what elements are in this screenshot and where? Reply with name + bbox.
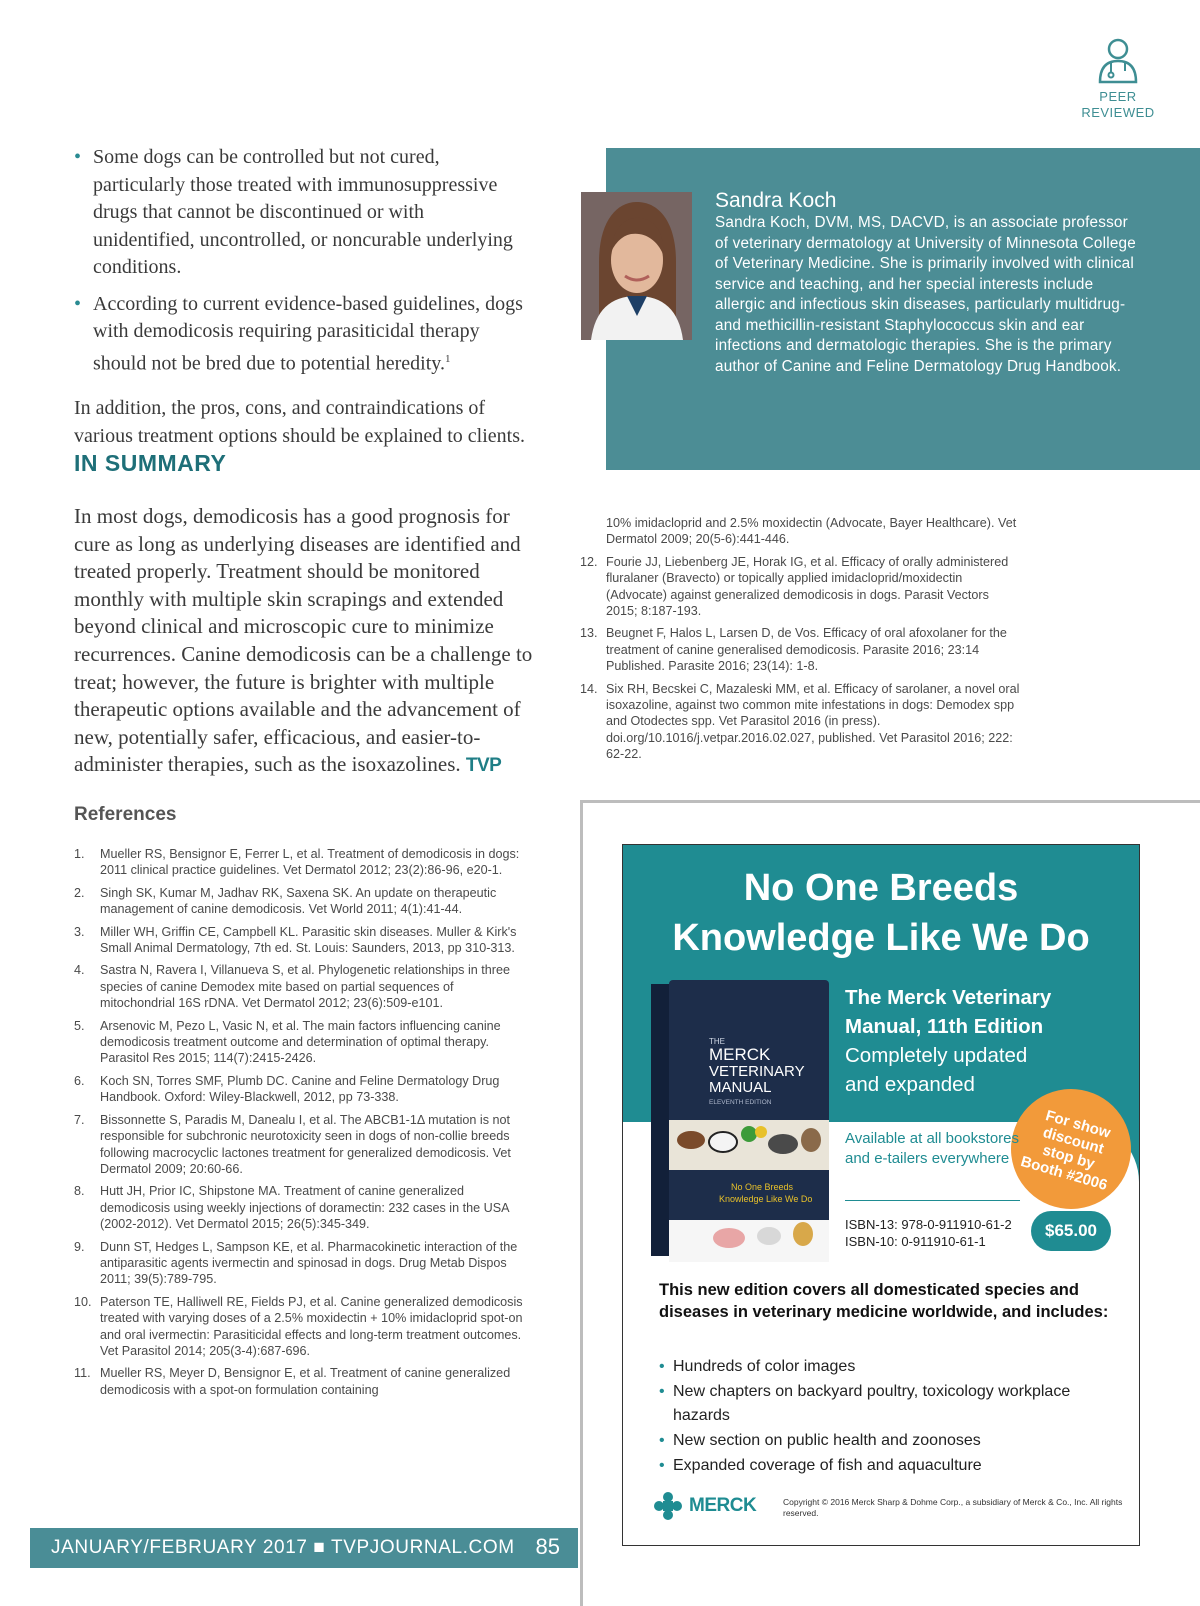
reference-text: Arsenovic M, Pezo L, Vasic N, et al. The main factors influencing canine demodicosis treatment outcome and determination of optimal therapy. Parasitol Res 2015; 114(7):2415-2426. (100, 1018, 501, 1066)
author-bio-text: Sandra Koch, DVM, MS, DACVD, is an associate professor of veterinary dermatology at University of Minnesota College of Veterinary Medicine. She is primarily involved with clinical service and teaching, and her special interests include allergic and infectious skin diseases, particularly multidrug- and methicillin-resistant Staphylococcus skin and ear infections and dermatologic therapies. She is the primary author of Canine and Feline Dermatology Drug Handbook. (715, 214, 1136, 375)
merck-logo (653, 1491, 756, 1521)
reference-number: 13. (580, 626, 598, 641)
ad-headline (623, 863, 1139, 963)
reference-number: 1. (74, 847, 85, 861)
author-photo (581, 192, 692, 340)
peer-reviewed-badge (1070, 36, 1166, 121)
merck-wordmark: MERCK (689, 1495, 757, 1516)
list-item: • New chapters on backyard poultry, toxicology workplace hazards (659, 1383, 1071, 1424)
tvp-logo: TVP (465, 755, 502, 777)
reference-number: 11. (74, 1366, 91, 1381)
ad-description: This new edition covers all domesticated species and diseases in veterinary medicine worldwide, and includes: (659, 1281, 1109, 1321)
reference-item (74, 846, 526, 879)
book-title-2: VETERINARY (709, 1063, 805, 1080)
summary-paragraph (74, 503, 534, 780)
ad-frame-top (580, 800, 1200, 803)
list-item: • New section on public health and zoonoses (659, 1432, 981, 1449)
reference-item (74, 1073, 526, 1106)
reference-number: 10. (74, 1294, 92, 1309)
reference-text: Paterson TE, Halliwell RE, Fields PJ, et al. Canine generalized demodicosis treated with varying doses of a 2.5% moxidectin + 10% imidacloprid spot-on and oral ivermectin: Parasiticidal effects and long-term treatment outcomes. Vet Parasitol 2014; 205(3-4):687-696. (100, 1294, 523, 1358)
reference-text: Sastra N, Ravera I, Villanueva S, et al. Phylogenetic relationships in three species of canine Demodex mite based on partial sequences of mitochondrial 16S rDNA. Vet Dermatol 2012; 23(6):509-e101. (100, 963, 510, 1011)
page-footer (30, 1528, 578, 1568)
merck-advertisement (622, 844, 1140, 1546)
ad-headline-line1: No One Breeds (743, 867, 1019, 909)
reference-text: Bissonnette S, Paradis M, Danealu I, et al. The ABCB1-1Δ mutation is not responsible for subchronic neurotoxicity seen in dogs of non-collie breeds following macrocyclic lactones treatment for generalized demodicosis. Vet Dermatol 2009; 20:60-66. (100, 1112, 511, 1176)
discount-text: For show discount stop by Booth #2006 (1018, 1107, 1113, 1194)
book-the: THE (709, 1037, 725, 1046)
reviewed-label: REVIEWED (1081, 105, 1155, 120)
reference-number: 4. (74, 963, 85, 978)
book-tagline-1: No One Breeds (731, 1182, 794, 1192)
list-item: • Hundreds of color images (659, 1358, 856, 1375)
reference-number: 7. (74, 1112, 85, 1127)
ad-product-line2: Manual, 11th Edition (845, 1015, 1044, 1038)
merck-logo-icon (653, 1491, 683, 1521)
reference-number: 5. (74, 1018, 85, 1033)
feature-text: Expanded coverage of fish and aquaculture (673, 1457, 982, 1474)
list-item: • Some dogs can be controlled but not cured, particularly those treated with immunosuppressive drugs that cannot be discontinued or with unidentified, uncontrolled, or noncurable underlying conditions. (74, 146, 513, 278)
ad-product-line3: Completely updated (845, 1044, 1028, 1067)
reference-item (74, 962, 526, 1011)
author-name: Sandra Koch (715, 189, 837, 212)
reference-item (74, 1183, 526, 1232)
ad-product-line1: The Merck Veterinary (845, 986, 1052, 1009)
list-item: • Expanded coverage of fish and aquaculture (659, 1457, 982, 1474)
reference-text: Koch SN, Torres SMF, Plumb DC. Canine and Feline Dermatology Drug Handbook. Oxford: Wiley-Blackwell, 2012, pp 73-338. (100, 1073, 500, 1105)
reference-number: 3. (74, 924, 85, 939)
footnote-ref: 1 (444, 352, 451, 365)
doctor-icon (1096, 36, 1140, 84)
reference-item (74, 1365, 526, 1398)
ad-headline-line2: Knowledge Like We Do (672, 917, 1090, 959)
list-item: • According to current evidence-based guidelines, dogs with demodicosis requiring parasiticidal therapy should not be bred due to potential heredity.$^1$ (74, 292, 523, 375)
price-badge: $65.00 (1031, 1211, 1111, 1251)
paragraph: In addition, the pros, cons, and contraindications of various treatment options should be explained to clients. (74, 396, 526, 447)
isbn-10: ISBN-10: 0-911910-61-1 (845, 1234, 986, 1249)
references-list-right (580, 515, 1020, 769)
ad-frame-left (580, 800, 583, 1606)
page-number: 85 (535, 1534, 560, 1559)
reference-item (74, 1294, 526, 1360)
reference-number: 6. (74, 1073, 85, 1088)
reference-text: Beugnet F, Halos L, Larsen D, de Vos. Efficacy of oral afoxolaner for the treatment of canine generalised demodicosis. Parasite 2016; 23:14 Published. Parasite 2016; 23(14): 1-8. (606, 626, 1007, 674)
reference-text: 10% imidacloprid and 2.5% moxidectin (Advocate, Bayer Healthcare). Vet Dermatol 2009; 20(5-6):441-446. (606, 516, 1017, 547)
reference-number: 12. (580, 554, 598, 569)
reference-item (74, 1018, 526, 1067)
reference-item (74, 924, 526, 957)
reference-text: Six RH, Becskei C, Mazaleski MM, et al. Efficacy of sarolaner, a novel oral isoxazoline, against two common mite infestations in dogs: Demodex spp and Otodectes spp. Vet Parasitol 2016 (in press). doi.org/10.1016/j.vetpar.2016.02.027, published. Vet Parasitol 2016; 222: 62-22. (606, 681, 1020, 762)
bullet-text: According to current evidence-based guidelines, dogs with demodicosis requiring parasiticidal therapy should not be bred due to potential heredity. (93, 292, 523, 375)
reference-item (580, 554, 1020, 620)
summary-text: In most dogs, demodicosis has a good prognosis for cure as long as underlying diseases are identified and treated properly. Treatment should be monitored monthly with multiple skin scrapings and extended beyond clinical and microscopic cure to minimize recurrences. Canine demodicosis can be a challenge to treat; however, the future is brighter with multiple therapeutic options available and the advancement of new, potentially safer, efficacious, and easier-to-administer therapies, such as the isoxazolines. (74, 504, 533, 777)
ad-availability: Available at all bookstores and e-tailers everywhere (845, 1130, 1019, 1167)
reference-text: Mueller RS, Bensignor E, Ferrer L, et al. Treatment of demodicosis in dogs: 2011 clinical practice guidelines. Vet Dermatol 2012; 23(2):86-96, e20-1. (100, 847, 520, 878)
feature-text: Hundreds of color images (673, 1358, 856, 1375)
feature-text: New chapters on backyard poultry, toxicology workplace hazards (673, 1383, 1071, 1424)
feature-text: New section on public health and zoonoses (673, 1432, 981, 1449)
bullet-text: Some dogs can be controlled but not cured, particularly those treated with immunosuppressive drugs that cannot be discontinued or with unidentified, uncontrolled, or noncurable underlying conditions. (93, 146, 513, 278)
peer-label: PEER (1099, 89, 1137, 104)
reference-item (580, 625, 1020, 674)
ad-product-line4: and expanded (845, 1073, 975, 1096)
reference-item (74, 1239, 526, 1288)
book-title-1: MERCK (709, 1045, 771, 1064)
ad-divider (845, 1200, 1020, 1201)
book-tagline-2: Knowledge Like We Do (719, 1194, 813, 1204)
book-edition: ELEVENTH EDITION (709, 1099, 772, 1106)
left-column (74, 144, 529, 450)
reference-text: Fourie JJ, Liebenberg JE, Horak IG, et al. Efficacy of orally administered fluralaner (Bravecto) or topically applied imidacloprid/moxidectin (Advocate) against generalized demodicosis in dogs. Parasit Vectors 2015; 8:187-193. (606, 554, 1009, 619)
isbn-13: ISBN-13: 978-0-911910-61-2 (845, 1217, 1012, 1232)
footer-text: JANUARY/FEBRUARY 2017 ■ TVPJOURNAL.COM (51, 1537, 515, 1558)
reference-text: Mueller RS, Meyer D, Bensignor E, et al. Treatment of canine generalized demodicosis with a spot-on formulation containing (100, 1366, 511, 1397)
ad-product-title (845, 983, 1085, 1099)
reference-number: 2. (74, 885, 85, 900)
reference-item (74, 885, 526, 918)
references-heading: References (74, 804, 177, 825)
reference-text: Singh SK, Kumar M, Jadhav RK, Saxena SK. An update on therapeutic management of canine demodicosis. Vet World 2011; 4(1):41-44. (100, 885, 497, 917)
ad-feature-list (659, 1355, 1109, 1479)
reference-number: 14. (580, 681, 598, 696)
book-cover-image (651, 980, 829, 1262)
references-list-left (74, 846, 526, 1404)
reference-item (74, 1112, 526, 1178)
reference-text: Dunn ST, Hedges L, Sampson KE, et al. Pharmacokinetic interaction of the antiparasitic agents ivermectin and spinosad in dogs. Drug Metab Dispos 2011; 39(5):789-795. (100, 1239, 518, 1287)
ad-isbn (845, 1216, 1012, 1250)
ad-copyright: Copyright © 2016 Merck Sharp & Dohme Corp., a subsidiary of Merck & Co., Inc. All rights reserved. (783, 1497, 1123, 1518)
reference-item (580, 681, 1020, 763)
summary-heading: IN SUMMARY (74, 450, 227, 476)
reference-text: Hutt JH, Prior IC, Shipstone MA. Treatment of canine generalized demodicosis using weekly injections of doramectin: 232 cases in the USA (2002-2012). Vet Dermatol 2015; 26(5):345-349. (100, 1184, 509, 1232)
bullet-list (74, 144, 529, 378)
book-title-3: MANUAL (709, 1079, 772, 1096)
reference-number: 9. (74, 1239, 85, 1254)
reference-number: 8. (74, 1184, 85, 1199)
reference-item (580, 515, 1020, 548)
reference-text: Miller WH, Griffin CE, Campbell KL. Parasitic skin diseases. Muller & Kirk's Small Animal Dermatology, 7th ed. St. Louis: Saunders, 2013, pp 310-313. (100, 924, 517, 956)
